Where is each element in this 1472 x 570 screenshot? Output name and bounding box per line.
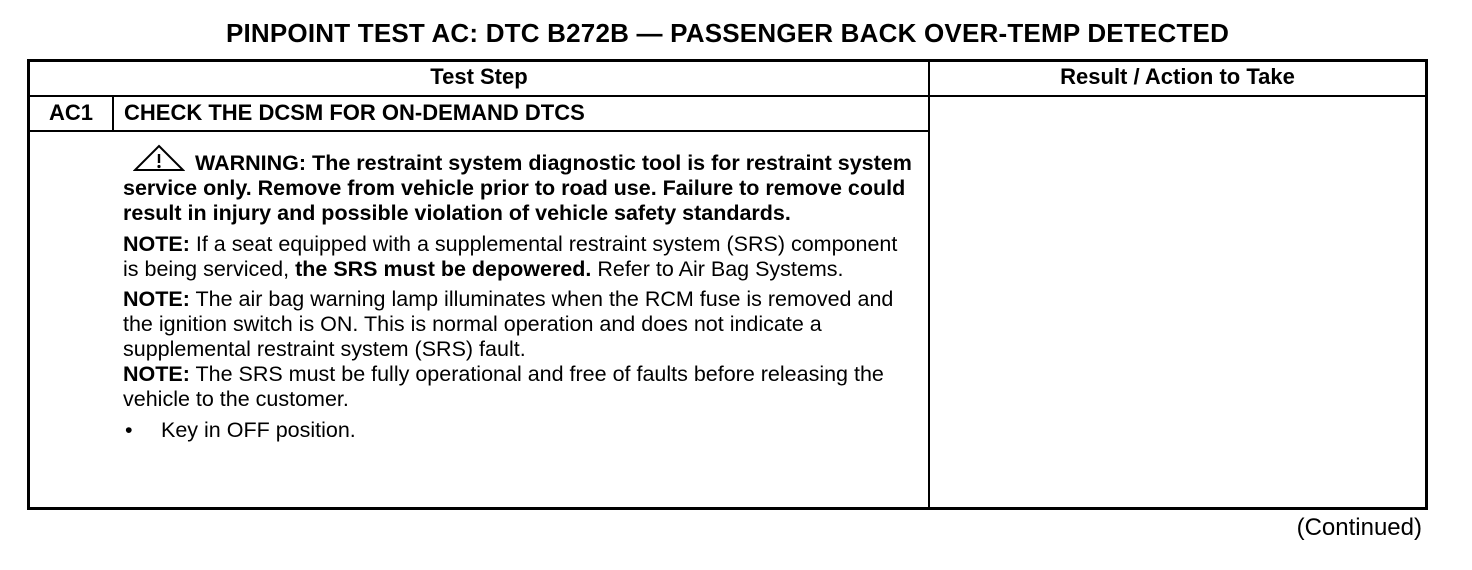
page-title: PINPOINT TEST AC: DTC B272B — PASSENGER BACK OVER-TEMP DETECTED [225, 18, 1230, 48]
note-label: NOTE: [123, 287, 190, 311]
bullet-text: Key in OFF position. [161, 418, 356, 442]
note-label: NOTE: [123, 232, 190, 256]
warning-text: : The restraint system diagnostic tool is for restraint system service only. Remove from vehicle prior to road use. Failure to remove could result in injury and possible violation of vehicle safety standards. [123, 151, 912, 225]
bullet-marker: • [125, 418, 133, 442]
note-tail: Refer to Air Bag Systems. [591, 257, 844, 281]
step-body [123, 144, 913, 443]
warning-paragraph [123, 144, 913, 226]
note-label: NOTE: [123, 362, 190, 386]
note-warning-lamp [123, 287, 913, 362]
header-test-step: Test Step [430, 64, 528, 89]
header-result-action: Result / Action to Take [1060, 64, 1295, 89]
pinpoint-test-table [27, 59, 1428, 510]
note-text: The air bag warning lamp illuminates when the RCM fuse is removed and the ignition switch is ON. This is normal operation and does not indicate a supplemental restraint system (SRS) fault. [123, 287, 894, 361]
note-srs-operational [123, 362, 913, 412]
header-divider [30, 95, 1425, 97]
continued-label: (Continued) [1296, 514, 1422, 541]
column-divider [928, 62, 930, 507]
step-title: CHECK THE DCSM FOR ON-DEMAND DTCS [124, 100, 585, 125]
warning-triangle-icon [133, 144, 185, 172]
step-id-divider [112, 97, 114, 130]
step-title-divider [30, 130, 928, 132]
note-depower [123, 232, 913, 282]
step-id: AC1 [48, 100, 93, 125]
note-emphasis: the SRS must be depowered. [295, 257, 592, 281]
note-text: The SRS must be fully operational and free of faults before releasing the vehicle to the customer. [123, 362, 884, 411]
warning-label: WARNING [195, 151, 299, 175]
list-item [123, 418, 913, 443]
note-text: If a seat equipped with a supplemental restraint system (SRS) component is being serviced, [123, 232, 898, 281]
